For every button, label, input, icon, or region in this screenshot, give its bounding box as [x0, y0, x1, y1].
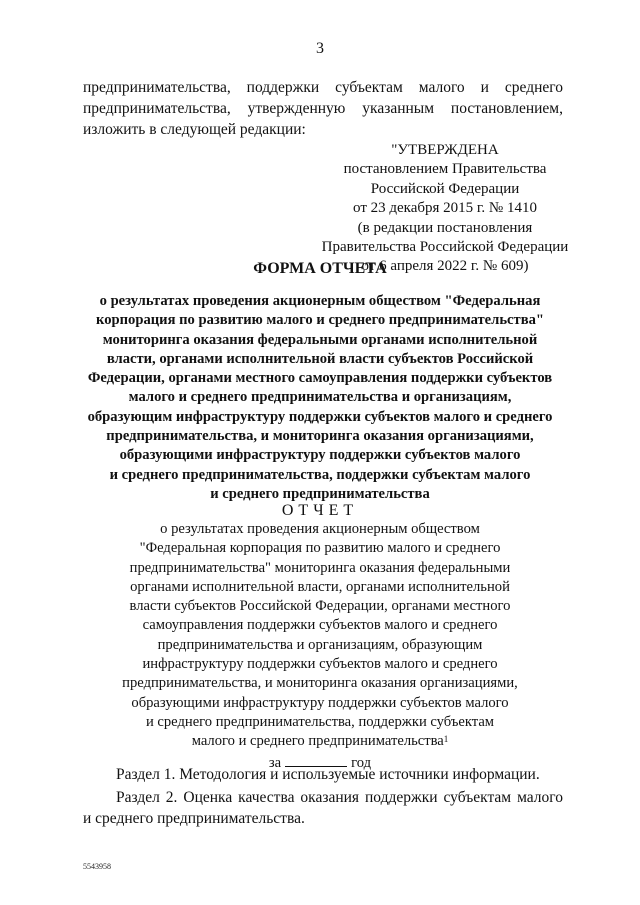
form-subtitle-line: о результатах проведения акционерным обществом "Федеральная [99, 293, 541, 309]
report-subtitle-line: власти субъектов Российской Федерации, органами местного [129, 598, 511, 615]
report-subtitle-line: самоуправления поддержки субъектов малого и среднего [142, 617, 498, 634]
page-number: 3 [316, 40, 324, 57]
form-subtitle-line: образующим инфраструктуру поддержки субъектов малого и среднего [87, 408, 553, 425]
approval-line: от 23 декабря 2015 г. № 1410 [353, 200, 537, 217]
section-2-line-2: и среднего предпринимательства. [83, 810, 305, 827]
report-subtitle-line: "Федеральная корпорация по развитию малого и среднего [139, 540, 501, 557]
report-subtitle-line: предпринимательства и организациям, образующим [157, 636, 483, 653]
report-title: ОТЧЕТ [281, 502, 359, 519]
section-1: Раздел 1. Методология и используемые источники информации. [116, 766, 540, 783]
report-subtitle-line: о результатах проведения акционерным обществом [160, 521, 480, 537]
form-subtitle-line: малого и среднего предпринимательства и организациям, [128, 389, 512, 406]
approval-line: Российской Федерации [370, 180, 520, 197]
report-subtitle [0, 520, 640, 773]
report-subtitle-line: образующими инфраструктуру поддержки субъектов малого [131, 694, 509, 711]
form-subtitle-line: мониторинга оказания федеральными органами исполнительной [102, 331, 538, 348]
approval-line: от 6 апреля 2022 г. № 609) [361, 258, 529, 275]
approval-line: "УТВЕРЖДЕНА [391, 142, 499, 158]
intro-line-2: предпринимательства, утвержденную указанным постановлением, [83, 100, 563, 117]
form-subtitle-line: Федерации, органами местного самоуправления поддержки субъектов [87, 370, 553, 387]
report-subtitle-line: малого и среднего предпринимательства [191, 733, 444, 750]
approval-line: (в редакции постановления [357, 219, 533, 236]
report-subtitle-line: органами исполнительной власти, органами исполнительной [130, 578, 510, 595]
approval-line: Правительства Российской Федерации [321, 239, 569, 256]
footnote-marker: 1 [443, 734, 449, 745]
form-subtitle-line: и среднего предпринимательства, поддержки субъектам малого [109, 466, 531, 483]
period-suffix: год [351, 754, 372, 771]
form-subtitle-line: и среднего предпринимательства [210, 485, 430, 502]
intro-line-3: изложить в следующей редакции: [83, 121, 306, 138]
report-subtitle-line: и среднего предпринимательства, поддержки субъектам [145, 713, 495, 730]
period-prefix: за [268, 754, 282, 771]
approval-block [300, 141, 590, 277]
approval-line: постановлением Правительства [343, 161, 547, 178]
form-subtitle-line: образующими инфраструктуру поддержки субъектов малого [119, 447, 521, 464]
intro-line-1: предпринимательства, поддержки субъектам малого и среднего [83, 79, 563, 96]
form-title: ФОРМА ОТЧЕТА [253, 260, 387, 277]
report-subtitle-line: предпринимательства" мониторинга оказания федеральными [129, 559, 511, 576]
document-id: 5543958 [83, 862, 111, 871]
section-2-line-1: Раздел 2. Оценка качества оказания поддержки субъектам малого [116, 789, 563, 806]
form-subtitle-line: власти, органами исполнительной власти субъектов Российской [106, 350, 534, 367]
form-subtitle [0, 292, 640, 504]
report-subtitle-line: инфраструктуру поддержки субъектов малого и среднего [142, 656, 498, 673]
form-subtitle-line: предпринимательства, и мониторинга оказания организациями, [106, 428, 534, 445]
report-subtitle-last-line [0, 732, 640, 751]
report-subtitle-line: предпринимательства, и мониторинга оказания организациями, [122, 675, 518, 692]
form-subtitle-line: корпорация по развитию малого и среднего предпринимательства" [96, 312, 544, 329]
